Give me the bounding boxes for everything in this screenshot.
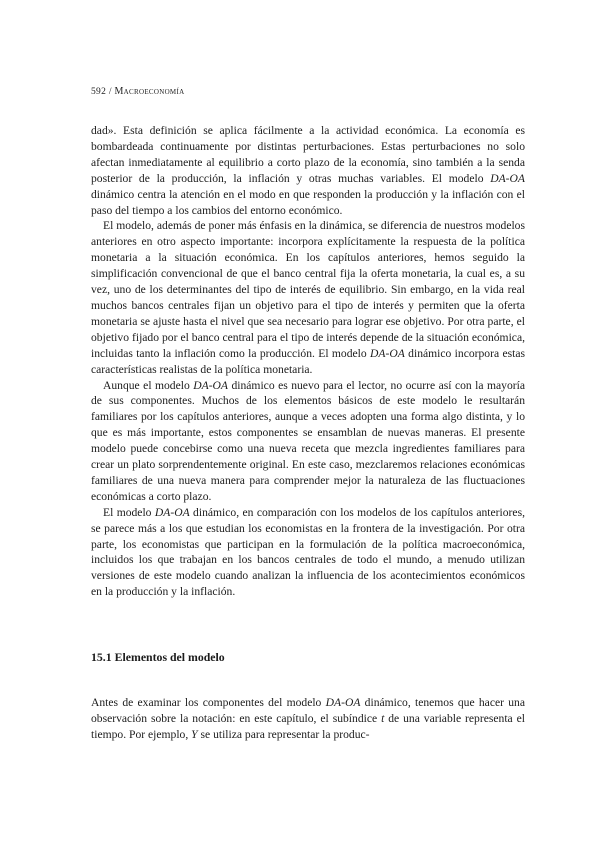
text-run: dinámico incorpora estas características realistas de la política monetaria.: [91, 346, 525, 376]
book-page: [91, 86, 525, 743]
running-header: [91, 86, 525, 97]
paragraph: [91, 378, 525, 505]
text-run: dinámico, en comparación con los modelos de los capítulos anteriores, se parece más a los que estudian los economistas en la frontera de la investigación. Por otra parte, los economistas que participan en la formulación de la política macroeconómica, incluidos los que trabajan en los bancos centrales de todo el mundo, a menudo utilizan versiones de este modelo cuando analizan la influencia de los acontecimientos económicos en la producción y la inflación.: [91, 505, 525, 599]
italic-term: t: [381, 712, 385, 726]
text-run: Antes de examinar los componentes del modelo: [91, 696, 326, 710]
text-run: dinámico es nuevo para el lector, no ocurre así con la mayoría de sus componentes. Muchos de los elementos básicos de este modelo le resultarán familiares por los capítulos anteriores, aunque a veces adopten una forma algo distinta, y lo que es más importante, estos componentes se ensamblan de nuevas maneras. El presente modelo puede concebirse como una nueva receta que mezcla ingredientes familiares para crear un plato sorprendentemente original. En este caso, mezclaremos relaciones económicas familiares de una nueva manera para comprender mejor la naturaleza de las fluctuaciones económicas a corto plazo.: [91, 378, 525, 503]
text-run: dinámico centra la atención en el modo en que responden la producción y la inflación con el paso del tiempo a los cambios del entorno económico.: [91, 187, 525, 217]
header-separator: /: [108, 87, 112, 97]
italic-term: DA-OA: [193, 378, 229, 392]
italic-term: DA-OA: [490, 171, 525, 185]
italic-term: DA-OA: [325, 696, 361, 710]
text-run: El modelo, además de poner más énfasis en la dinámica, se diferencia de nuestros modelos anteriores en otro aspecto importante: incorpora explícitamente la respuesta de la política monetaria a la situación económica. En los capítulos anteriores, hemos seguido la simplificación convencional de que el banco central fija la oferta monetaria, la cual es, a su vez, uno de los determinantes del tipo de interés de equilibrio. Sin embargo, en la vida real muchos bancos centrales fijan un objetivo para el tipo de interés y permiten que la oferta monetaria se ajuste hasta el nivel que sea necesario para lograr ese objetivo. Por otra parte, el objetivo fijado por el banco central para el tipo de interés depende de la situación económica, incluidas tanto la inflación como la producción. El modelo: [91, 219, 525, 360]
text-run: dinámico, tenemos que hacer una observación sobre la notación: en este capítulo, el subíndice: [91, 696, 525, 726]
paragraph: [91, 123, 525, 218]
italic-term: DA-OA: [370, 346, 405, 360]
section-number: 15.1: [91, 650, 112, 665]
text-run: El modelo: [103, 505, 155, 519]
italic-term: DA-OA: [154, 505, 190, 519]
page-number: 592: [91, 87, 107, 97]
text-run: Aunque el modelo: [103, 378, 194, 392]
body-text: [91, 123, 525, 600]
text-run: dad». Esta definición se aplica fácilmente a la actividad económica. La economía es bombardeada continuamente por distintas perturbaciones. Estas perturbaciones no solo afectan inmediatamente al equilibrio a corto plazo de la economía, sino también a la senda posterior de la producción, la inflación y otras muchas variables. El modelo: [91, 124, 525, 185]
text-run: se utiliza para representar la produc-: [197, 728, 370, 741]
section-title: Elementos del modelo: [114, 650, 225, 665]
text-run: de una variable representa el tiempo. Por ejemplo,: [91, 712, 525, 741]
italic-term: Y: [191, 728, 198, 741]
section-paragraph: [91, 695, 525, 743]
book-title: Macroeconomía: [114, 86, 185, 97]
paragraph: [91, 218, 525, 377]
paragraph: [91, 505, 525, 600]
section-heading: [91, 650, 525, 665]
